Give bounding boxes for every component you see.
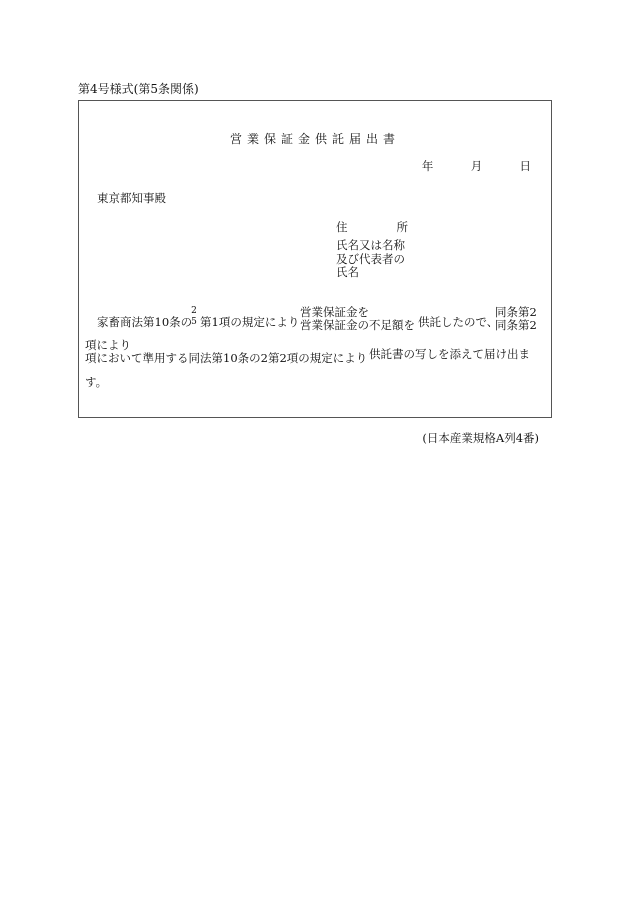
option-c2: 項において準用する同法第10条の2第2項の規定により — [85, 351, 368, 365]
name-label-line2: 及び代表者の — [336, 251, 405, 266]
date-line — [422, 158, 531, 174]
date-month: 月 — [470, 159, 483, 173]
option-a2: 営業保証金の不足額を — [300, 318, 415, 332]
option-deposit-choice — [300, 306, 415, 332]
applicant-name-label — [336, 239, 405, 280]
option-c1: 項により — [85, 338, 131, 352]
body-part5: す。 — [85, 375, 108, 389]
body-part4: 供託書の写しを添えて届け出ま — [369, 347, 530, 361]
option-provision-choice — [85, 339, 367, 365]
form-title: 営業保証金供託届出書 — [229, 132, 400, 146]
form-frame — [78, 100, 552, 418]
option-b2: 同条第2 — [495, 318, 537, 332]
body-part3: 供託したので、 — [418, 315, 499, 329]
form-number: 第4号様式(第5条関係) — [78, 82, 199, 96]
date-day: 日 — [519, 159, 531, 173]
fraction-bottom: 5 — [191, 317, 197, 327]
option-clause-choice — [495, 306, 537, 332]
body-part2: 第1項の規定により — [200, 315, 300, 329]
option-a1: 営業保証金を — [300, 305, 369, 319]
name-label-line1: 氏名又は名称 — [336, 238, 405, 252]
fraction-top: 2 — [191, 306, 197, 316]
applicant-address-label — [336, 219, 408, 235]
name-label-line3: 氏名 — [336, 265, 359, 279]
address-label: 住 所 — [336, 220, 408, 234]
option-b1: 同条第2 — [495, 305, 537, 319]
body-part1: 家畜商法第10条の — [97, 315, 193, 329]
paper-size-note: (日本産業規格A列4番) — [422, 431, 539, 445]
addressee: 東京都知事殿 — [97, 191, 166, 205]
date-year: 年 — [421, 159, 434, 173]
